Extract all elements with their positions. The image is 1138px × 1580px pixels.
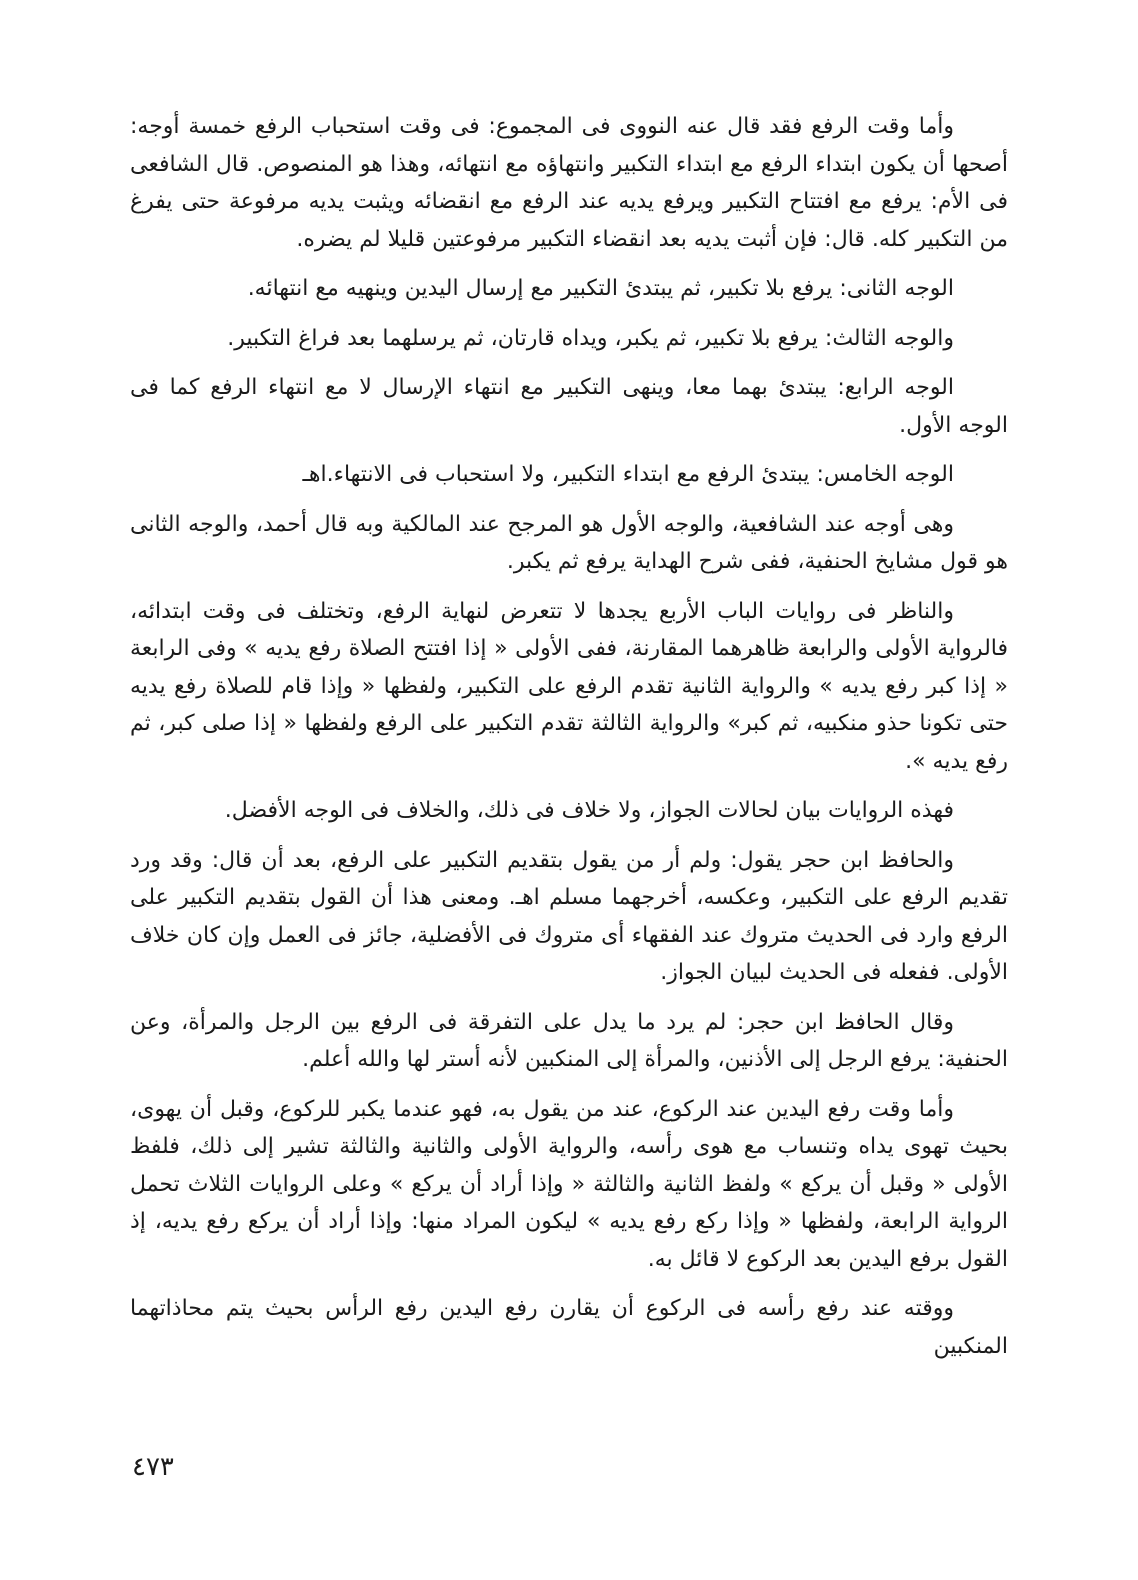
paragraph-4: الوجه الرابع: يبتدئ بهما معا، وينهى التكبير مع انتهاء الإرسال لا مع انتهاء الرفع كما فى الوجه الأول. xyxy=(130,375,1008,438)
paragraph-12: ووقته عند رفع رأسه فى الركوع أن يقارن رفع اليدين رفع الرأس بحيث يتم محاذاتهما المنكبين xyxy=(130,1296,1008,1359)
paragraph-2: الوجه الثانى: يرفع بلا تكبير، ثم يبتدئ التكبير مع إرسال اليدين وينهيه مع انتهائه. xyxy=(247,276,954,301)
paragraph-9: والحافظ ابن حجر يقول: ولم أر من يقول بتقديم التكبير على الرفع، بعد أن قال: وقد ورد تقديم الرفع على التكبير، وعكسه، أخرجهما مسلم اهـ. ومعنى هذا أن القول بتقديم التكبير على الرفع وارد فى الحديث متروك عند الفقهاء أى متروك فى الأفضلية، جائز فى العمل وإن كان خلاف الأولى. ففعله فى الحديث لبيان الجواز. xyxy=(130,847,1008,985)
page-number: ٤٧٣ xyxy=(132,1452,174,1482)
paragraph-3: والوجه الثالث: يرفع بلا تكبير، ثم يكبر، ويداه قارتان، ثم يرسلهما بعد فراغ التكبير. xyxy=(227,325,954,351)
page-body xyxy=(130,108,1008,1377)
paragraph-5: الوجه الخامس: يبتدئ الرفع مع ابتداء التكبير، ولا استحباب فى الانتهاء.اهـ xyxy=(302,462,954,487)
paragraph-7: والناظر فى روايات الباب الأربع يجدها لا تتعرض لنهاية الرفع، وتختلف فى وقت ابتدائه، فالرواية الأولى والرابعة ظاهرهما المقارنة، ففى الأولى « إذا افتتح الصلاة رفع يديه » وفى الرابعة « إذا كبر رفع يديه » والرواية الثانية تقدم الرفع على التكبير، ولفظها « وإذا قام للصلاة رفع يديه حتى تكونا حذو منكبيه، ثم كبر» والرواية الثالثة تقدم التكبير على الرفع ولفظها « إذا صلى كبر، ثم رفع يديه ». xyxy=(130,598,1008,774)
paragraph-10: وقال الحافظ ابن حجر: لم يرد ما يدل على التفرقة فى الرفع بين الرجل والمرأة، وعن الحنفية: يرفع الرجل إلى الأذنين، والمرأة إلى المنكبين لأنه أستر لها والله أعلم. xyxy=(130,1009,1008,1072)
paragraph-1: وأما وقت الرفع فقد قال عنه النووى فى المجموع: فى وقت استحباب الرفع خمسة أوجه: أصحها أن يكون ابتداء الرفع مع ابتداء التكبير وانتهاؤه مع انتهائه، وهذا هو المنصوص. قال الشافعى فى الأم: يرفع مع افتتاح التكبير ويرفع يديه عند الرفع مع انقضائه ويثبت يديه مرفوعة حتى يفرغ من التكبير كله. قال: فإن أثبت يديه بعد انقضاء التكبير مرفوعتين قليلا لم يضره. xyxy=(130,114,1008,252)
paragraph-8: فهذه الروايات بيان لحالات الجواز، ولا خلاف فى ذلك، والخلاف فى الوجه الأفضل. xyxy=(224,798,954,823)
paragraph-6: وهى أوجه عند الشافعية، والوجه الأول هو المرجح عند المالكية وبه قال أحمد، والوجه الثانى هو قول مشايخ الحنفية، ففى شرح الهداية يرفع ثم يكبر. xyxy=(130,511,1008,574)
paragraph-11: وأما وقت رفع اليدين عند الركوع، عند من يقول به، فهو عندما يكبر للركوع، وقبل أن يهوى، بحيث تهوى يداه وتنساب مع هوى رأسه، والرواية الأولى والثانية والثالثة تشير إلى ذلك، فلفظ الأولى « وقبل أن يركع » ولفظ الثانية والثالثة « وإذا أراد أن يركع » وعلى الروايات الثلاث تحمل الرواية الرابعة، ولفظها « وإذا ركع رفع يديه » ليكون المراد منها: وإذا أراد أن يركع رفع يديه، إذ القول برفع اليدين بعد الركوع لا قائل به. xyxy=(130,1096,1008,1272)
